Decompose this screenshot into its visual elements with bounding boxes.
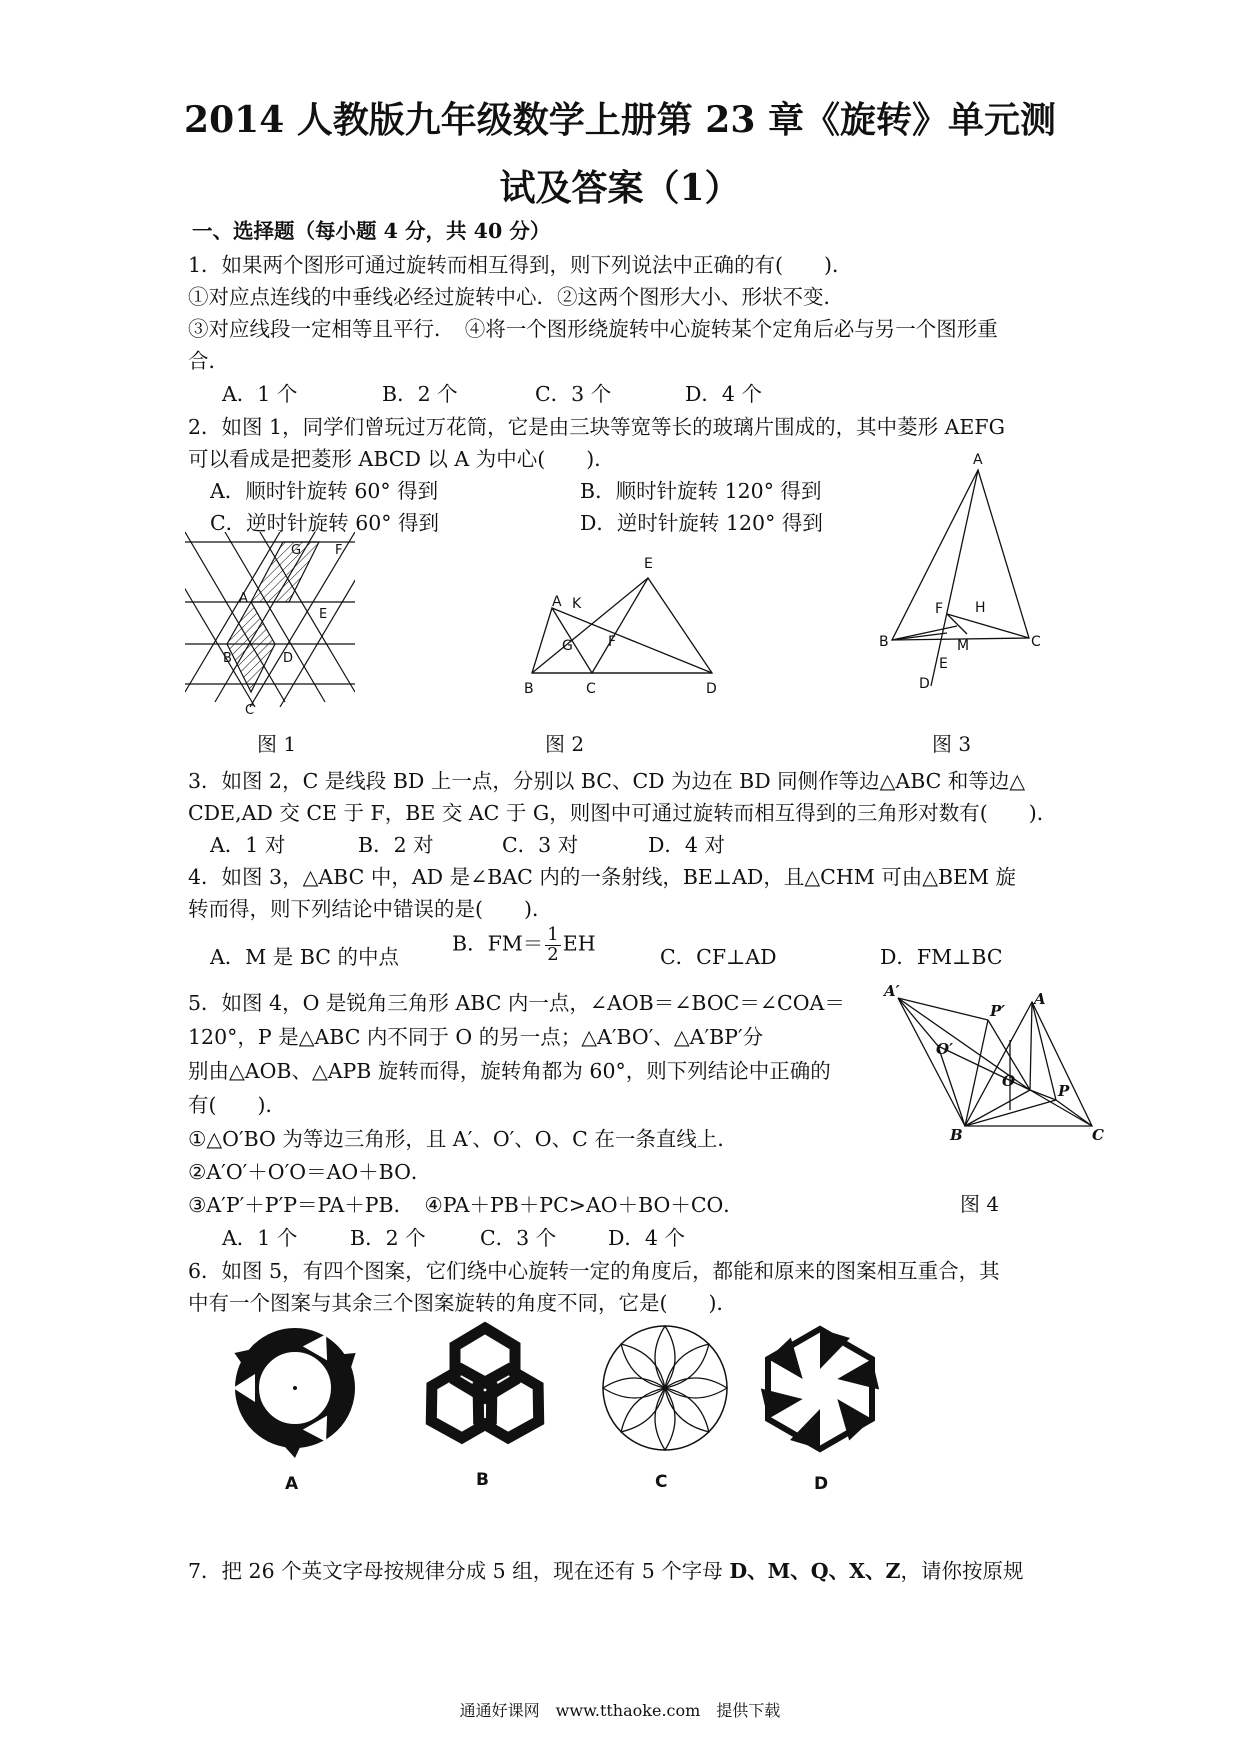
q5-line1: 5．如图 4，O 是锐角三角形 ABC 内一点，∠AOB＝∠BOC＝∠COA＝ (188, 991, 845, 1015)
q7-letters: D、M、Q、X、Z (729, 1559, 901, 1583)
fig2-label-g: G (562, 638, 573, 654)
q3-option-b: B．2 对 (358, 833, 434, 857)
pattern-d (755, 1324, 885, 1454)
fig2-label-k: K (572, 596, 582, 612)
fraction-half (545, 926, 560, 964)
q4-line2: 转而得，则下列结论中错误的是( )． (188, 897, 553, 921)
q5-line7: ③A′P′＋P′P＝PA＋PB． ④PA＋PB＋PC>AO＋BO＋CO． (188, 1193, 744, 1217)
q5-option-b: B．2 个 (350, 1226, 426, 1250)
pattern-a-label: A (285, 1474, 299, 1494)
q5-line3: 别由△AOB、△APB 旋转而得，旋转角都为 60°，则下列结论中正确的 (188, 1059, 831, 1083)
figure-3-caption: 图 3 (932, 732, 972, 756)
figure-4-caption: 图 4 (960, 1192, 1000, 1216)
q7-line1 (188, 1554, 1024, 1584)
page-title-line2: 试及答案（1） (499, 167, 741, 209)
fig2-label-d: D (706, 681, 717, 697)
pattern-b (405, 1318, 565, 1458)
pattern-c-label: C (655, 1472, 668, 1492)
figure-4 (880, 980, 1105, 1145)
fig3-label-b: B (879, 634, 889, 650)
fig2-label-e: E (644, 556, 653, 572)
pattern-b-label: B (476, 1470, 489, 1490)
q7-line1-suffix: ，请你按原规 (900, 1559, 1024, 1583)
q2-option-a: A．顺时针旋转 60° 得到 (210, 479, 439, 503)
q3-option-a: A．1 对 (210, 833, 286, 857)
fig1-label-c: C (245, 703, 255, 717)
q2-line1: 2．如图 1，同学们曾玩过万花筒，它是由三块等宽等长的玻璃片围成的，其中菱形 AEFG (188, 415, 1005, 439)
q1-line3: ③对应线段一定相等且平行． ④将一个图形绕旋转中心旋转某个定角后必与另一个图形重 (188, 317, 998, 341)
q2-option-b: B．顺时针旋转 120° 得到 (580, 479, 822, 503)
q1-line2: ①对应点连线的中垂线必经过旋转中心．②这两个图形大小、形状不变． (188, 285, 844, 309)
q5-option-a: A．1 个 (222, 1226, 298, 1250)
page-title-line1: 2014 人教版九年级数学上册第 23 章《旋转》单元测 (184, 99, 1056, 141)
fig2-label-c: C (586, 681, 596, 697)
fig4-label-o-prime: O′ (936, 1040, 954, 1058)
pattern-c (595, 1318, 735, 1458)
q5-line5: ①△O′BO 为等边三角形，且 A′、O′、O、C 在一条直线上． (188, 1127, 738, 1151)
q6-line1: 6．如图 5，有四个图案，它们绕中心旋转一定的角度后，都能和原来的图案相互重合，其 (188, 1259, 1000, 1283)
fig4-label-a-prime: A′ (884, 982, 900, 1000)
fig3-label-f: F (935, 601, 944, 617)
fig2-label-b: B (524, 681, 534, 697)
fig3-label-e: E (939, 656, 948, 672)
q3-line2: CDE,AD 交 CE 于 F，BE 交 AC 于 G，则图中可通过旋转而相互得到的三角形对数有( )． (188, 801, 1058, 825)
q4-option-b-suffix: EH (562, 931, 596, 956)
fig2-label-f: F (608, 634, 617, 650)
q3-option-c: C．3 对 (502, 833, 579, 857)
q3-line1: 3．如图 2，C 是线段 BD 上一点，分别以 BC、CD 为边在 BD 同侧作等边△ABC 和等边△ (188, 769, 1026, 793)
fig1-label-g: G (291, 543, 302, 558)
q1-stem: 1．如果两个图形可通过旋转而相互得到，则下列说法中正确的有( )． (188, 253, 853, 277)
fig2-label-a: A (552, 594, 562, 610)
fig1-label-a: A (239, 591, 248, 606)
page-footer: 通通好课网 www.tthaoke.com 提供下载 (459, 1701, 781, 1720)
pattern-a (225, 1318, 365, 1458)
figure-3 (875, 448, 1050, 703)
section-heading: 一、选择题（每小题 4 分，共 40 分） (192, 219, 551, 243)
fig3-label-c: C (1031, 634, 1041, 650)
fig3-label-m: M (957, 638, 970, 654)
q1-option-c: C．3 个 (535, 382, 612, 406)
fig4-label-p-prime: P′ (990, 1002, 1006, 1020)
fig1-label-e: E (319, 607, 328, 622)
fig4-label-a: A (1034, 990, 1046, 1008)
fig1-label-d: D (283, 651, 294, 666)
fraction-denominator: 2 (547, 944, 559, 965)
q5-line4: 有( )． (188, 1093, 286, 1117)
q5-option-d: D．4 个 (608, 1226, 685, 1250)
q4-option-b (452, 926, 596, 964)
pattern-d-label: D (814, 1474, 829, 1494)
figure-1-caption: 图 1 (257, 732, 297, 756)
q2-option-c: C．逆时针旋转 60° 得到 (210, 511, 440, 535)
fig4-label-p: P (1058, 1082, 1070, 1100)
fig4-label-c: C (1092, 1126, 1104, 1144)
q5-line2: 120°，P 是△ABC 内不同于 O 的另一点；△A′BO′、△A′BP′分 (188, 1025, 764, 1049)
fig3-label-h: H (975, 600, 986, 616)
fig3-label-a: A (973, 452, 983, 468)
q5-option-c: C．3 个 (480, 1226, 557, 1250)
q1-option-a: A．1 个 (222, 382, 298, 406)
figure-2-caption: 图 2 (545, 732, 585, 756)
q1-line4: 合． (188, 349, 229, 373)
fig4-label-o: O (1002, 1072, 1016, 1090)
fig4-label-b: B (950, 1126, 963, 1144)
q6-line2: 中有一个图案与其余三个图案旋转的角度不同，它是( )． (188, 1291, 737, 1315)
figure-1 (185, 532, 355, 717)
figure-2 (520, 548, 725, 698)
fig1-label-f: F (335, 543, 343, 558)
q4-option-c: C．CF⊥AD (660, 945, 777, 969)
fraction-numerator: 1 (547, 924, 559, 945)
q7-line1-prefix: 7．把 26 个英文字母按规律分成 5 组，现在还有 5 个字母 (188, 1559, 730, 1583)
q4-option-d: D．FM⊥BC (880, 945, 1003, 969)
q5-line6: ②A′O′＋O′O＝AO＋BO． (188, 1160, 432, 1184)
fig1-label-b: B (223, 651, 232, 666)
q4-line1: 4．如图 3，△ABC 中，AD 是∠BAC 内的一条射线，BE⊥AD，且△CHM 可由△BEM 旋 (188, 865, 1017, 889)
q2-option-d: D．逆时针旋转 120° 得到 (580, 511, 823, 535)
q1-option-d: D．4 个 (685, 382, 762, 406)
q4-option-b-prefix: B．FM＝ (452, 931, 544, 956)
q4-option-a: A．M 是 BC 的中点 (210, 945, 399, 969)
q2-line2: 可以看成是把菱形 ABCD 以 A 为中心( )． (188, 447, 615, 471)
q3-option-d: D．4 对 (648, 833, 725, 857)
q1-option-b: B．2 个 (382, 382, 458, 406)
fig3-label-d: D (919, 676, 930, 692)
